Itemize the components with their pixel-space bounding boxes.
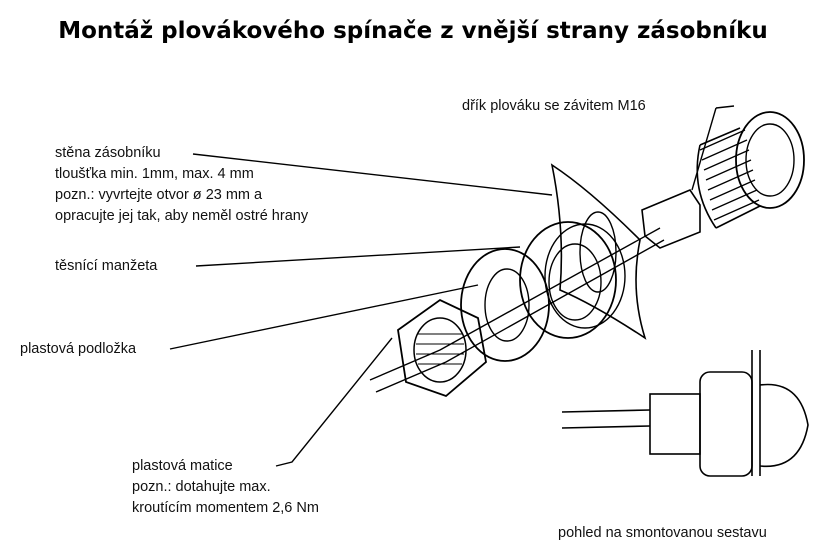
leader-stem	[716, 106, 734, 108]
label-washer: plastová podložka	[20, 341, 137, 357]
assembled-view	[562, 350, 808, 476]
seal-inner	[549, 244, 601, 320]
label-wall-3: pozn.: vyvrtejte otvor ø 23 mm a	[55, 187, 263, 203]
stem-flange-inner	[746, 124, 794, 196]
label-nut-1: plastová matice	[132, 458, 233, 474]
stem-hex	[642, 190, 700, 248]
washer-outer	[461, 249, 549, 361]
tank-wall-plate	[552, 165, 645, 338]
stem-thread	[700, 130, 759, 220]
diagram-title: Montáž plovákového spínače z vnější strany zásobníku	[58, 18, 768, 44]
label-assembled: pohled na smontovanou sestavu	[558, 525, 767, 541]
label-nut-2: pozn.: dotahujte max.	[132, 479, 271, 495]
label-wall-2: tloušťka min. 1mm, max. 4 mm	[55, 166, 254, 182]
nut-thread	[416, 334, 464, 364]
label-seal: těsnící manžeta	[55, 258, 158, 274]
label-stem: dřík plováku se závitem M16	[462, 98, 646, 114]
label-wall-1: stěna zásobníku	[55, 145, 161, 161]
label-wall-4: opracujte jej tak, aby neměl ostré hrany	[55, 208, 309, 224]
leader-nut	[276, 338, 392, 466]
leader-seal	[196, 247, 520, 266]
label-nut-3: kroutícím momentem 2,6 Nm	[132, 500, 319, 516]
leader-washer	[170, 285, 478, 349]
